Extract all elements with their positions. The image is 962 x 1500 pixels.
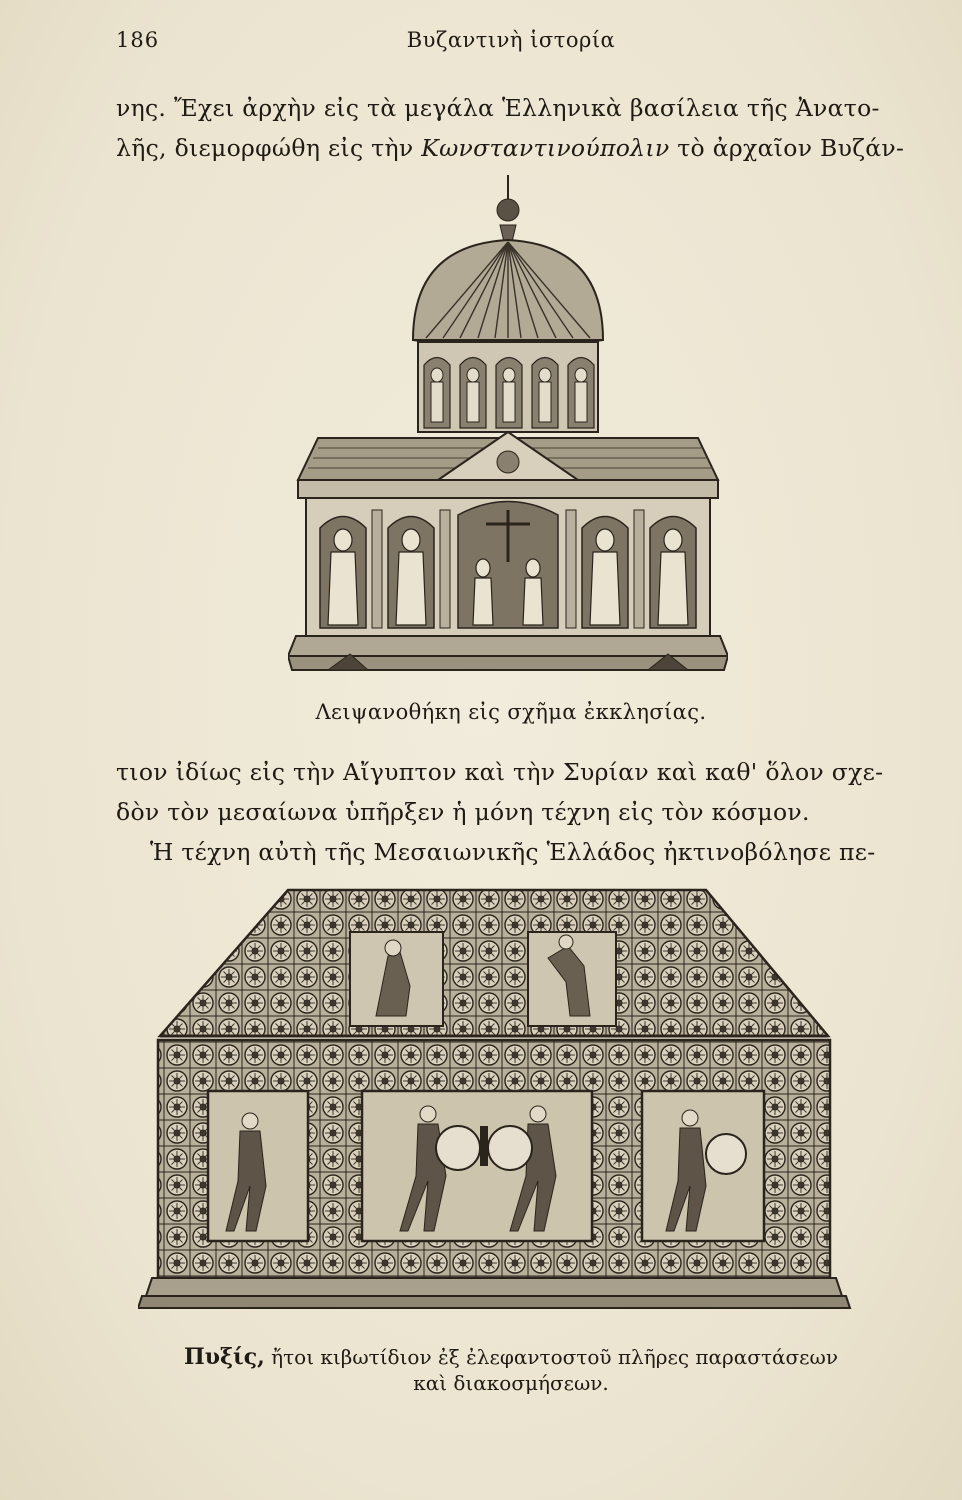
body-text-middle (116, 752, 906, 872)
text-span: τὸ ἀρχαῖον Βυζάν- (669, 134, 905, 162)
figure2-caption (116, 1344, 906, 1396)
caption-title: Πυξίς, (183, 1344, 265, 1370)
body-text-top (116, 88, 906, 168)
page-number: 186 (116, 28, 160, 52)
text-span: λῆς, διεμορφώθη εἰς τὴν (116, 134, 422, 162)
ivory-casket-engraving-icon (138, 886, 858, 1316)
page-header (116, 28, 906, 64)
caption-line (116, 1344, 906, 1370)
reliquary-church-engraving-icon (288, 170, 728, 690)
italic-place-name: Κωνσταντινούπολιν (421, 134, 670, 162)
caption-line: καὶ διακοσμήσεων. (413, 1371, 609, 1395)
text-line: δὸν τὸν μεσαίωνα ὑπῆρξεν ἡ μόνη τέχνη εἰς τὸν κόσμον. (116, 798, 810, 826)
text-line: Ἡ τέχνη αὐτὴ τῆς Μεσαιωνικῆς Ἑλλάδος ἠκτινοβόλησε πε- (150, 838, 876, 866)
text-line (116, 128, 906, 168)
caption-text: ἤτοι κιβωτίδιον ἐξ ἐλεφαντοστοῦ πλῆρες παραστάσεων (264, 1345, 838, 1369)
text-line: τιον ἰδίως εἰς τὴν Αἴγυπτον καὶ τὴν Συρίαν καὶ καθ' ὅλον σχε- (116, 758, 884, 786)
text-line: νης. Ἔχει ἀρχὴν εἰς τὰ μεγάλα Ἑλληνικὰ βασίλεια τῆς Ἀνατο- (116, 94, 880, 122)
running-title: Βυζαντινὴ ἱστορία (406, 28, 616, 52)
figure1-caption: Λειψανοθήκη εἰς σχῆμα ἐκκλησίας. (315, 700, 707, 724)
